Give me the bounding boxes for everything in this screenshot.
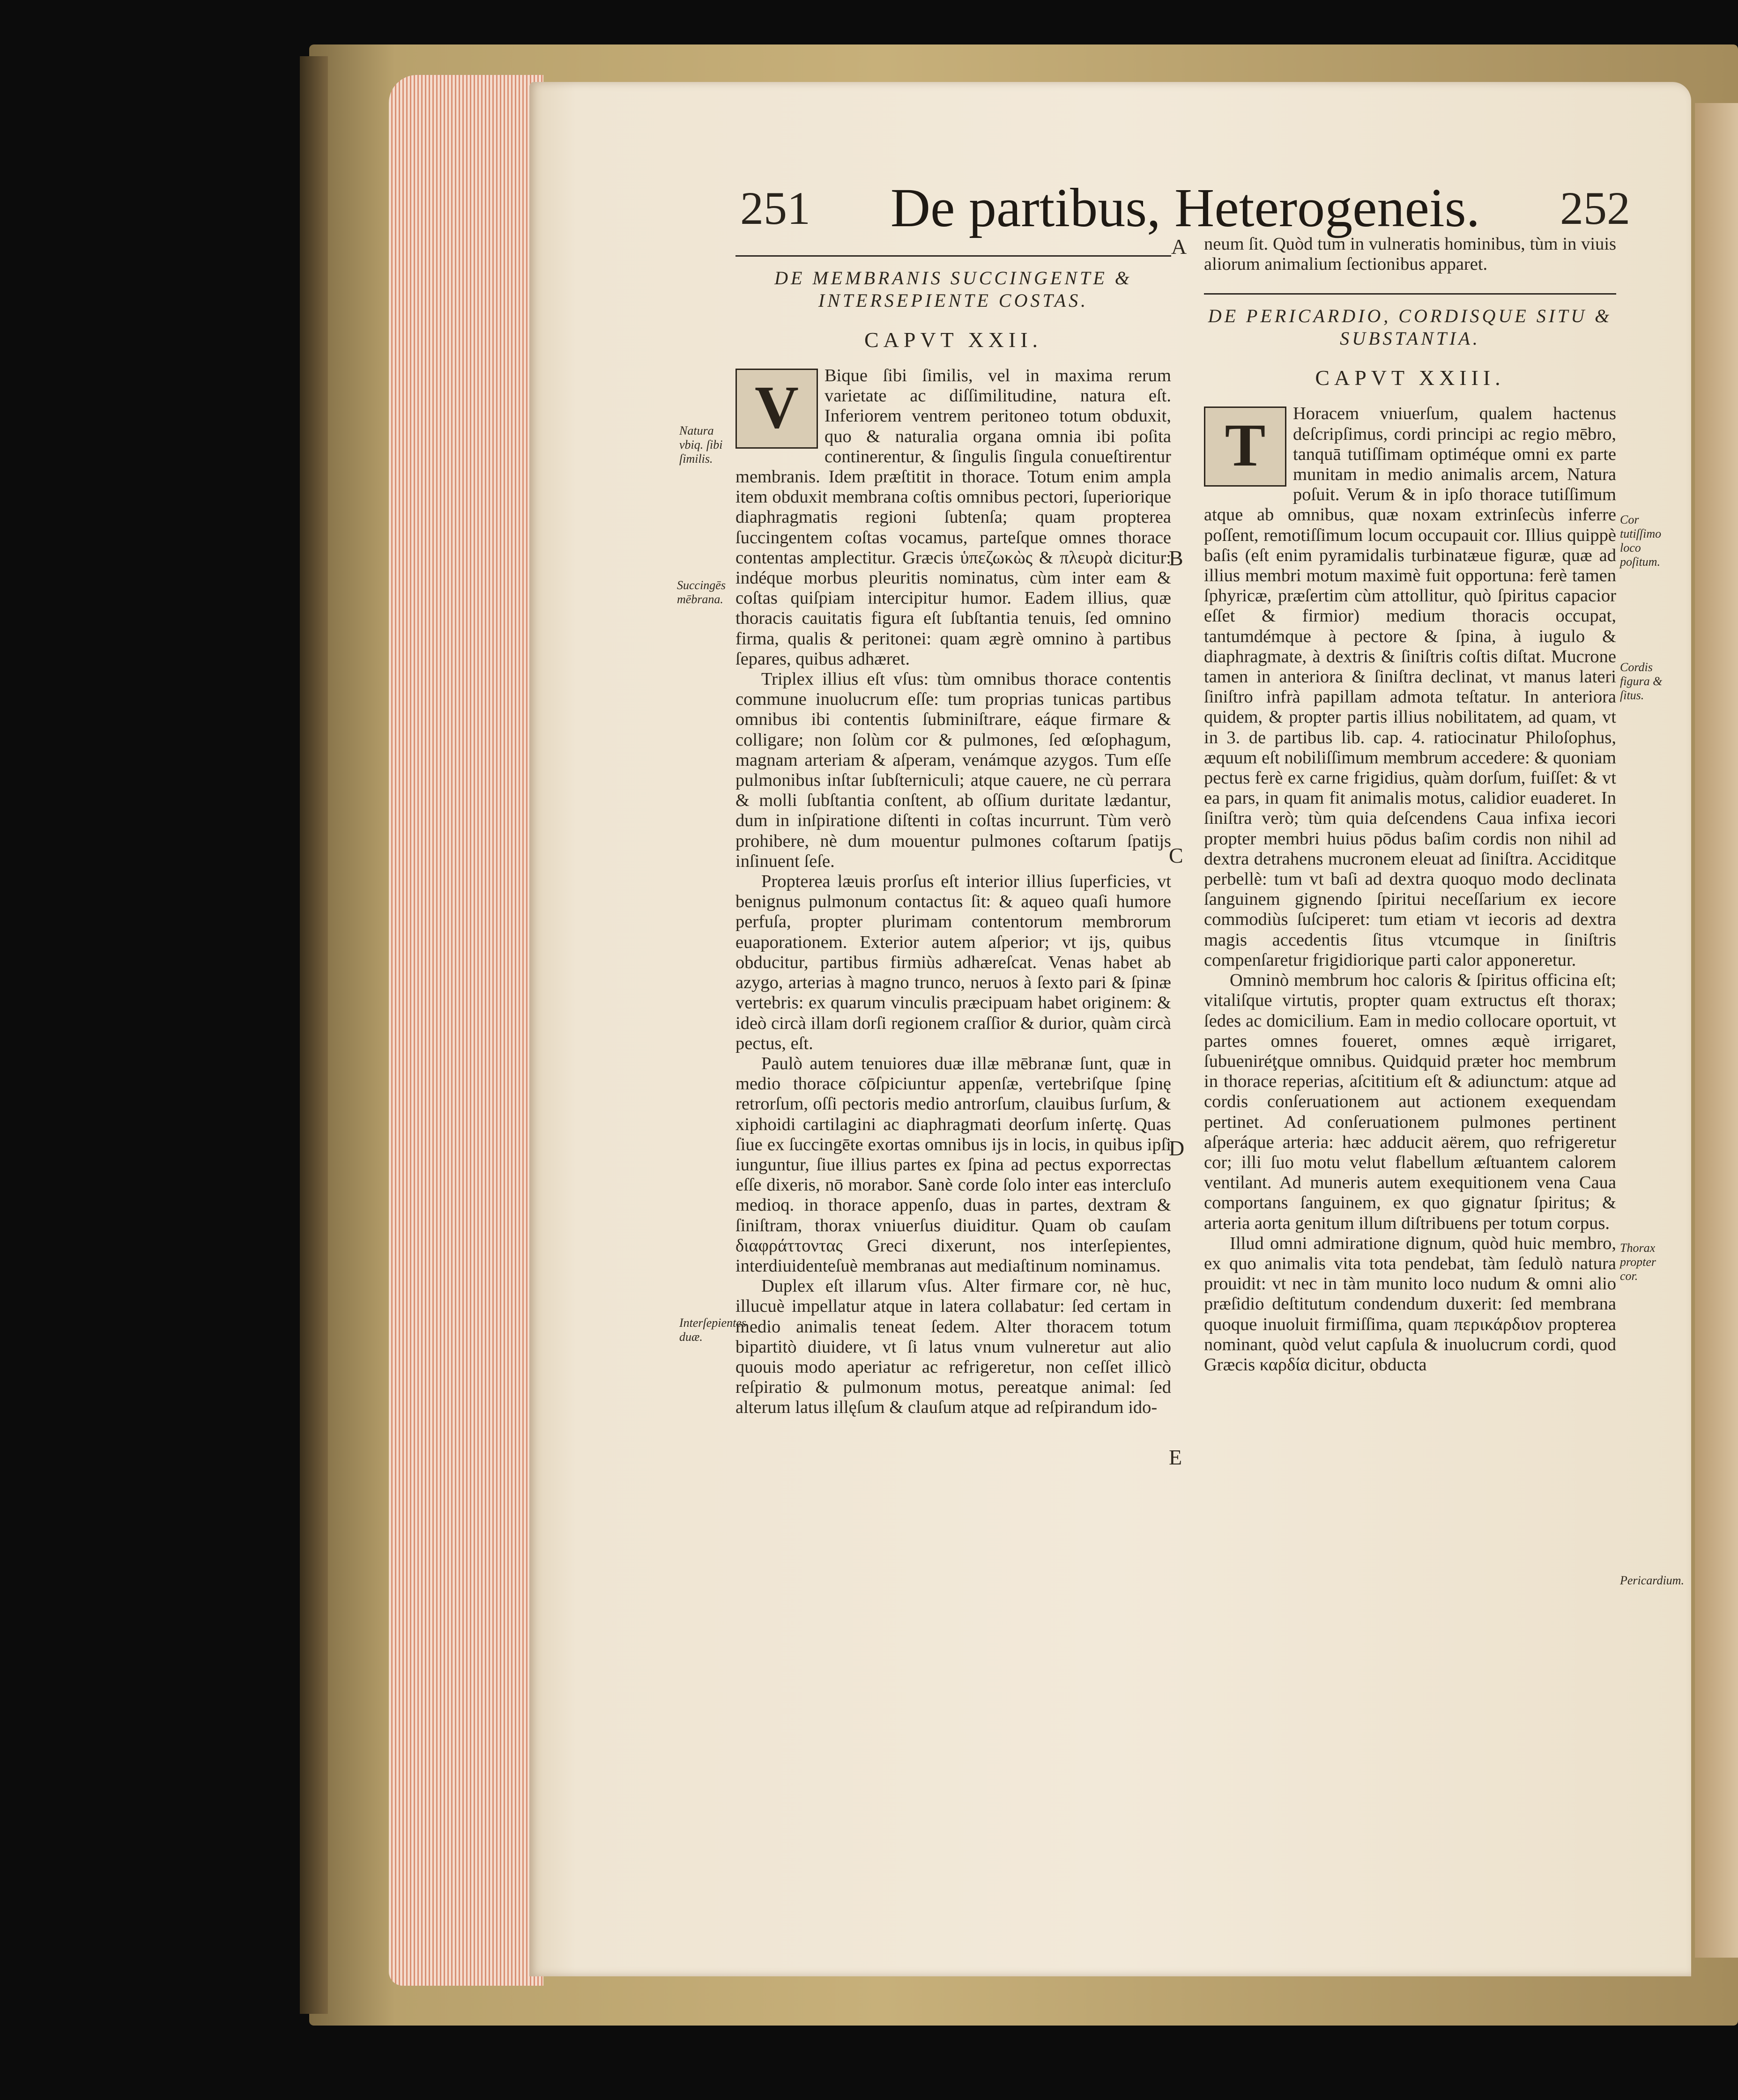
margin-note-left: Succingēs mēbrana. (677, 578, 726, 606)
margin-note-right: Thorax propter cor. (1620, 1241, 1656, 1283)
facing-page-edge (1695, 103, 1738, 1958)
margin-note-right: Cordis figura & ſitus. (1620, 660, 1663, 702)
paragraph: Propterea læuis prorſus eſt interior illius ſuperficies, vt benignus pulmonum contactus ſit: & aqueo quaſi humore perfuſa, propter plurimam contentorum membrorum euaporationem. Exterior autem aſperior; vt ijs, quibus obducitur, partibus firmiùs adhæreſcat. Venas habet ab azygo, arterias à magno trunco, neruos à ſexto pari & ſpinæ vertebris: ex quarum vinculis præcipuam habet originem: & ideò circà illam dorſi regionem craſſior & durior, quàm circà pectus, eſt. (735, 872, 1171, 1053)
paragraph: Illud omni admiratione dignum, quòd huic membro, ex quo animalis vita tota pendebat, tàm ſedulò natura prouidit: vt nec in tàm munito loco nudum & omni alio præſidio deſtitutum condendum duxerit: ſed membrana quoque inuoluit firmiſſima, quam περικάρδιον propterea nominant, quòd velut capſula & inuolucrum cordi, quod Græcis καρδία dicitur, obducta (1204, 1233, 1616, 1375)
section-letter-b: B (1169, 546, 1183, 570)
chapter-number-left: CAPVT XXII. (864, 328, 1043, 352)
section-letter-a: A (1171, 235, 1187, 259)
right-page-number: 252 (1560, 182, 1630, 234)
dropcap-v: V (735, 369, 818, 449)
page-header (740, 177, 1630, 241)
chapter-heading-left: DE MEMBRANIS SUCCINGENTE & INTERSEPIENTE COSTAS. (774, 267, 1132, 311)
paragraph: Triplex illius eſt vſus: tùm omnibus thorace contentis commune inuolucrum eſſe: tum proprias tunicas partibus omnibus ibi contentis ſubminiſtrare, eáque firmare & colligare; non ſolùm cor & pulmones, ſed œſophagum, magnam arteriam & aſperam, venámque azygos. Tum eſſe pulmonibus inſtar ſubſterniculi; atque cauere, ne cù perrara & molli ſubſtantia conſtent, ab oſſium duritate lædantur, dum in inſpiratione diſtenti in coſtas incurrunt. Tùm verò prohibere, nè dum mouentur pulmones coſtarum ſpatijs inſinuent ſeſe. (735, 669, 1171, 871)
dropcap-t: T (1204, 407, 1286, 487)
margin-note-right: Pericardium. (1620, 1574, 1684, 1587)
heading-rule (735, 255, 1171, 257)
margin-note-left: Natura vbiq. ſibi ſimilis. (679, 424, 723, 466)
paragraph: Paulò autem tenuiores duæ illæ mēbranæ ſunt, quæ in medio thorace cōſpiciuntur appenſæ, vertebriſque ſpinę retrorſum, oſſi pectoris medio antrorſum, clauibus ſurſum, & xiphoidi cartilagini ac diaphragmati deorſum inſertę. Quas ſiue ex ſuccingēte exortas omnibus ijs in locis, in quibus ipſi iunguntur, ſiue illius partes ex ſpina ad pectus exporrectas eſſe dixeris, nō morabor. Sanè corde ſolo inter eas intercluſo medioq. in thorace appenſo, duas in partes, dextram & ſiniſtram, thorax vniuerſus diuiditur. Quam ob cauſam διαφράττοντας Greci dixerunt, nos interſepientes, interdiuidenteſuè membranas aut mediaſtinum nominamus. (735, 1053, 1171, 1276)
running-title: De partibus, Heterogeneis. (890, 177, 1480, 238)
margin-note-right: Cor tutiſſimo loco poſitum. (1620, 513, 1662, 569)
paragraph: Omninò membrum hoc caloris & ſpiritus officina eſt; vitaliſque virtutis, propter quam extructus eſt thorax; ſedes ac domicilium. Eam in medio collocare oportuit, vt partes omnes foueret, omnes æquè irrigaret, ſubueniréţque omnibus. Quidquid præter hoc membrum in thorace reperias, aſcititium eſt & adiunctum: atque ad cordis conſeruationem aut actionem exequendam pertinet. Ad conſeruationem pulmones pertinent aſperáque arteria: hæc adducit aërem, quo refrigeretur cor; illi ſuo motu velut flabellum æſtuantem calorem ventilant. Ad muneris autem exequitionem vena Caua comportans ſanguinem, ex quo gignatur ſpiritus; & arteria aorta genitum illum diſtribuens per totum corpus. (1204, 970, 1616, 1233)
continuation-text: neum ſit. Quòd tum in vulneratis hominibus, tùm in viuis aliorum animalium ſectionibus apparet. (1204, 234, 1616, 274)
paragraph: Bique ſibi ſimilis, vel in maxima rerum varietate ac diſſimilitudine, natura eſt. Inferiorem ventrem peritoneo totum obduxit, quo & naturalia organa omnia ibi poſita continerentur, & ſingulis ſingula conueſtirentur membranis. Idem præſtitit in thorace. Totum enim ampla item obduxit membrana coſtis omnibus pectori, ſuperiorique diaphragmatis regioni ſubtenſa; quam propterea ſuccingentem coſtas vocamus, parteſque omnes thorace contentas amplectitur. Græcis ὑπεζωκὼς & πλευρὰ dicitur: indéque morbus pleuritis nominatus, cùm inter eam & coſtas quiſpiam intercipitur humor. Eadem illius, quæ thoracis cauitatis figura eſt ſubſtantia tenuis, ſed omnino firma, qualis & peritonei: quam ægrè omnino à partibus ſepares, quibus adhæret. (735, 366, 1171, 669)
section-letter-d: D (1169, 1136, 1185, 1160)
paragraph: Duplex eſt illarum vſus. Alter firmare cor, nè huc, illucuè impellatur atque in latera collabatur: ſed certam in medio animalis teneat ſedem. Alter thoracem totum bipartitò diuidere, vt ſi latus vnum vulneretur aut alio quouis modo aperiatur ac refrigeretur, non ceſſet illicò reſpiratio & pulmonum motus, pereatque animal: ſed alterum latus illęſum & clauſum atque ad reſpirandum ido- (735, 1276, 1171, 1418)
section-letter-c: C (1169, 843, 1183, 867)
section-letter-e: E (1169, 1445, 1182, 1469)
page-edges (389, 75, 543, 1986)
paragraph: Horacem vniuerſum, qualem hactenus deſcripſimus, cordi principi ac regio mēbro, tanquā tutiſſimam optiméque omni ex parte munitam in medio animalis arcem, Natura poſuit. Verum & in ipſo thorace tutiſſimum atque ab omnibus, quæ noxam extrinſecùs inferre poſſent, remotiſſimum locum occupauit cor. Illius quippè baſis (eſt enim pyramidalis turbinatæue figuræ, quæ ad illius membri motum maximè fuit opportuna: ferè tamen ſphyricæ, præſertim cùm attollitur, quò ſpiritus capacior eſſet & firmior) medium thoracis occupat, tantumdémque à pectore & ſpina, à iugulo & diaphragmate, à dextris & ſiniſtris coſtis diſtat. Mucrone tamen in anteriora & ſiniſtra declinat, vt manus lateri ſiniſtro infrà papillam admota teſtatur. In anteriora quidem, & propter partis illius nobilitatem, ad quam, vt in 3. de partibus lib. cap. 4. ratiocinatur Philoſophus, æquum eſt nobiliſſimum membrum accedere: & quoniam pectus ferè ex carne frigidius, quàm dorſum, fuiſſet: & vt ea pars, in quam fit animalis motus, calidior euaderet. In ſiniſtra verò; tùm quia deſcendens Caua infixa iecori propter membri huius pōdus baſim cordis non nihil ad dextra detrahens mucronem eleuat ad ſiniſtra. Acciditque perbellè: tum vt baſi ad dextra quoquo modo declinata ſanguinem gignendo ſpiritui neceſſarium ex iecore commodiùs ſuſciperet: tum etiam vt iecoris ad dextra magis accedentis ſitus vtcumque in ſiniſtris compenſaretur frigidiorique parti calor apponeretur. (1204, 404, 1616, 970)
left-page-number: 251 (740, 182, 810, 234)
book-spine (300, 56, 328, 2014)
right-column (1204, 234, 1616, 1375)
heading-rule (1204, 293, 1616, 295)
left-column (735, 251, 1171, 1418)
chapter-number-right: CAPVT XXIII. (1315, 366, 1505, 390)
margin-note-left: Interſepientes duæ. (679, 1316, 746, 1344)
chapter-heading-right: DE PERICARDIO, CORDISQUE SITU & SUBSTANTIA. (1208, 305, 1612, 349)
